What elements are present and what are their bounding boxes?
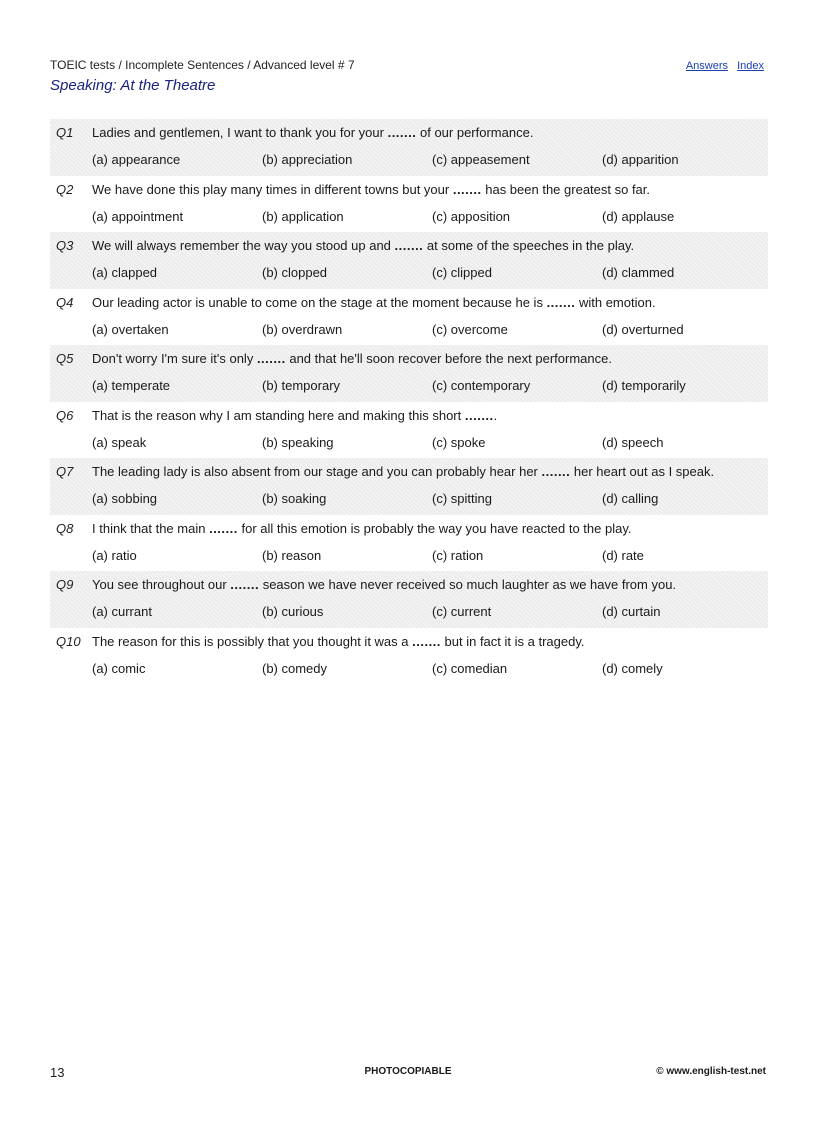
- option-b: (b) comedy: [262, 660, 328, 676]
- question-text: Our leading actor is unable to come on the stage at the moment because he is ....... with emotion.: [92, 294, 656, 310]
- option-c: (c) apposition: [432, 208, 511, 224]
- option-a: (a) speak: [92, 434, 147, 450]
- question-text: The reason for this is possibly that you thought it was a ....... but in fact it is a tragedy.: [92, 633, 585, 649]
- question-text: We have done this play many times in different towns but your ....... has been the greatest so far.: [92, 181, 651, 197]
- question-number: Q4: [56, 294, 74, 310]
- option-c: (c) ration: [432, 547, 484, 563]
- question-text: Don't worry I'm sure it's only ....... and that he'll soon recover before the next performance.: [92, 351, 612, 366]
- question-text: I think that the main ....... for all this emotion is probably the way you have reacted to the play.: [92, 520, 632, 536]
- option-a: (a) appointment: [92, 208, 184, 224]
- option-b: (b) overdrawn: [262, 321, 343, 337]
- option-b: (b) temporary: [262, 378, 341, 393]
- option-d: (d) applause: [602, 208, 675, 224]
- blank-marker: .......: [394, 238, 424, 253]
- question-item: [50, 515, 768, 572]
- question-number: Q9: [56, 577, 74, 592]
- question-text: The leading lady is also absent from our stage and you can probably hear her ....... her heart out as I speak.: [92, 464, 715, 479]
- question-item: [50, 176, 768, 233]
- option-d: (d) comely: [602, 660, 663, 676]
- question-number: Q10: [56, 633, 81, 649]
- page-number: 13: [50, 1065, 65, 1080]
- blank-marker: .......: [230, 577, 260, 592]
- option-c: (c) comedian: [432, 660, 508, 676]
- breadcrumb: TOEIC tests / Incomplete Sentences / Advanced level # 7: [50, 58, 355, 72]
- page-title: Speaking: At the Theatre: [50, 77, 216, 94]
- question-number: Q2: [56, 181, 74, 197]
- option-a: (a) appearance: [92, 152, 181, 167]
- option-b: (b) curious: [262, 604, 324, 619]
- question-number: Q5: [56, 351, 74, 366]
- option-b: (b) speaking: [262, 434, 334, 450]
- option-c: (c) contemporary: [432, 378, 531, 393]
- option-b: (b) soaking: [262, 491, 327, 506]
- option-a: (a) clapped: [92, 265, 158, 280]
- option-c: (c) clipped: [432, 265, 492, 280]
- question-item: [50, 571, 768, 628]
- option-c: (c) appeasement: [432, 152, 530, 167]
- blank-marker: .......: [209, 520, 238, 536]
- question-number: Q7: [56, 464, 74, 479]
- question-item: [50, 345, 768, 402]
- question-text: You see throughout our ....... season we have never received so much laughter as we have from you.: [92, 577, 677, 592]
- option-b: (b) application: [262, 208, 344, 224]
- option-d: (d) curtain: [602, 604, 661, 619]
- blank-marker: .......: [412, 633, 441, 649]
- nav-links: [680, 60, 764, 72]
- option-d: (d) clammed: [602, 265, 675, 280]
- question-text: That is the reason why I am standing here and making this short ........: [92, 407, 498, 423]
- answers-link[interactable]: Answers: [685, 60, 729, 72]
- index-link[interactable]: Index: [737, 60, 764, 72]
- question-number: Q3: [56, 238, 74, 253]
- question-item: [50, 458, 768, 515]
- option-a: (a) currant: [92, 604, 152, 619]
- question-number: Q6: [56, 407, 74, 423]
- option-b: (b) clopped: [262, 265, 328, 280]
- option-c: (c) spoke: [432, 434, 486, 450]
- option-d: (d) speech: [602, 434, 664, 450]
- blank-marker: .......: [546, 294, 576, 310]
- question-item: [50, 402, 768, 459]
- option-c: (c) overcome: [432, 321, 508, 337]
- question-item: [50, 232, 768, 289]
- option-c: (c) spitting: [432, 491, 492, 506]
- option-a: (a) ratio: [92, 547, 137, 563]
- option-d: (d) calling: [602, 491, 659, 506]
- question-text: Ladies and gentlemen, I want to thank you for your ....... of our performance.: [92, 125, 534, 140]
- blank-marker: .......: [464, 407, 494, 423]
- question-number: Q1: [56, 125, 74, 140]
- question-item: [50, 628, 768, 685]
- blank-marker: .......: [256, 351, 286, 366]
- option-a: (a) overtaken: [92, 321, 169, 337]
- photocopiable-label: PHOTOCOPIABLE: [364, 1066, 452, 1077]
- option-b: (b) appreciation: [262, 152, 353, 167]
- blank-marker: .......: [452, 181, 482, 197]
- option-d: (d) rate: [602, 547, 644, 563]
- option-c: (c) current: [432, 604, 492, 619]
- option-a: (a) comic: [92, 660, 146, 676]
- question-item: [50, 119, 768, 176]
- question-item: [50, 289, 768, 346]
- option-b: (b) reason: [262, 547, 322, 563]
- option-a: (a) temperate: [92, 378, 171, 393]
- copyright-label: © www.english-test.net: [656, 1066, 766, 1077]
- option-d: (d) overturned: [602, 321, 684, 337]
- blank-marker: .......: [387, 125, 417, 140]
- blank-marker: .......: [541, 464, 571, 479]
- question-list: [50, 119, 768, 684]
- option-a: (a) sobbing: [92, 491, 158, 506]
- question-text: We will always remember the way you stood up and ....... at some of the speeches in the play.: [92, 238, 635, 253]
- option-d: (d) temporarily: [602, 378, 686, 393]
- option-d: (d) apparition: [602, 152, 679, 167]
- question-number: Q8: [56, 520, 74, 536]
